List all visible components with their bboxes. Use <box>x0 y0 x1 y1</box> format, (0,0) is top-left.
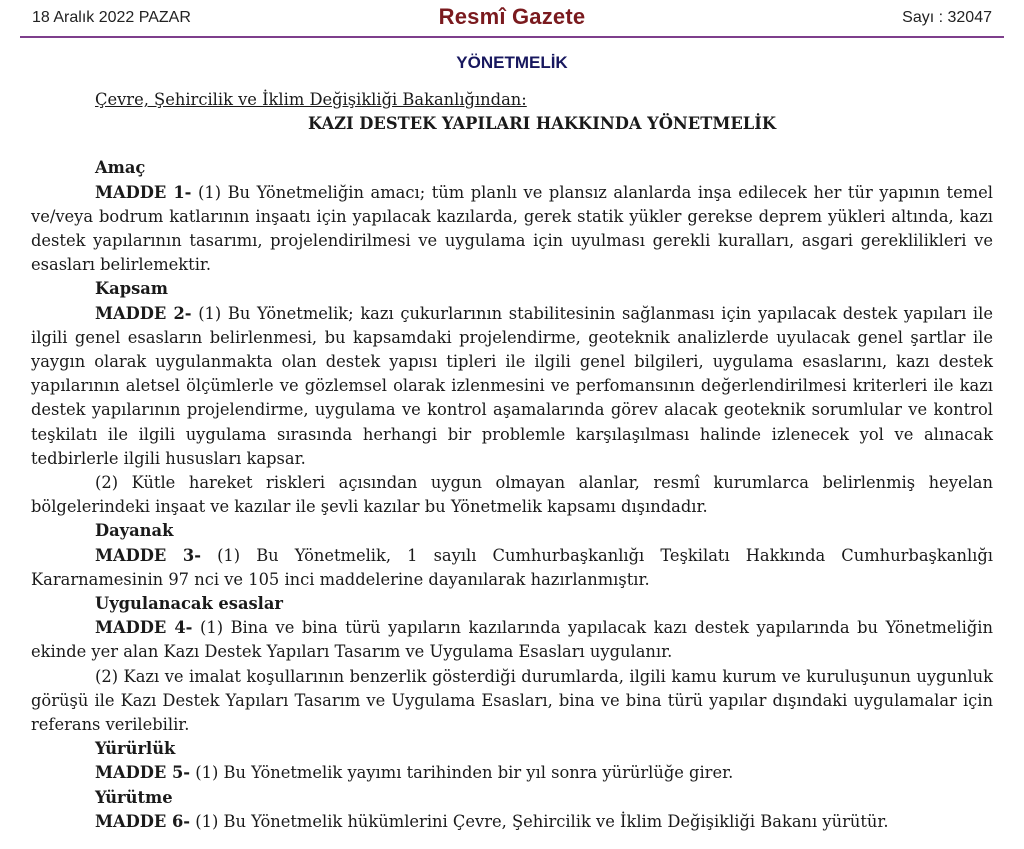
regulation-document <box>31 88 993 834</box>
article-paragraph <box>31 810 993 834</box>
paragraph-text: (1) Bu Yönetmelik, 1 sayılı Cumhurbaşkanlığı Teşkilatı Hakkında Cumhurbaşkanlığı Kararnamesinin 97 nci ve 105 inci maddelerine dayanılarak hazırlanmıştır. <box>31 545 993 589</box>
article-paragraph <box>31 665 993 738</box>
article-heading: Dayanak <box>95 521 174 541</box>
issue-number: Sayı : 32047 <box>902 9 992 26</box>
article-paragraph <box>31 181 993 278</box>
section-label: YÖNETMELİK <box>456 53 568 72</box>
regulation-title: KAZI DESTEK YAPILARI HAKKINDA YÖNETMELİK <box>308 114 776 134</box>
issuing-ministry: Çevre, Şehircilik ve İklim Değişikliği Bakanlığından: <box>95 90 527 109</box>
paragraph-text: (1) Bina ve bina türü yapıların kazılarında yapılacak kazı destek yapılarında bu Yönetmeliğin ekinde yer alan Kazı Destek Yapıları Tasarım ve Uygulama Esasları uygulanır. <box>31 618 993 662</box>
paragraph-text: (1) Bu Yönetmelik hükümlerini Çevre, Şehircilik ve İklim Değişikliği Bakanı yürütür. <box>195 811 889 831</box>
article-paragraph <box>31 302 993 471</box>
article-number: MADDE 1- <box>95 182 192 202</box>
article-heading: Yürütme <box>95 787 173 807</box>
article-number: MADDE 5- <box>95 763 191 783</box>
gazette-title: Resmî Gazete <box>438 4 586 29</box>
paragraph-text: (2) Kütle hareket riskleri açısından uygun olmayan alanlar, resmî kurumlarca belirlenmiş heyelan bölgelerindeki inşaat ve kazılar ile şevli kazılar bu Yönetmelik kapsamı dışındadır. <box>31 473 993 517</box>
article-heading: Kapsam <box>95 279 169 299</box>
paragraph-text: (2) Kazı ve imalat koşullarının benzerlik gösterdiği durumlarda, ilgili kamu kurum ve kuruluşunun uygunluk görüşü ile Kazı Destek Yapıları Tasarım ve Uygulama Esasları, bina ve bina türü yapılar dışındaki uygulamalar için referans verilebilir. <box>31 666 993 735</box>
article-number: MADDE 4- <box>95 618 193 638</box>
header-divider <box>20 36 1004 38</box>
article-number: MADDE 3- <box>95 545 201 565</box>
article-number: MADDE 6- <box>95 811 191 831</box>
article-heading: Amaç <box>95 158 146 178</box>
paragraph-text: (1) Bu Yönetmelik; kazı çukurlarının stabilitesinin sağlanması için yapılacak destek yapıları ile ilgili genel esasların belirlenmesi, bu kapsamdaki projelendirme, geoteknik analizlerde uyulacak genel şartlar ile yaygın olarak uygulanmakta olan destek yapısı tipleri ile ilgili genel bilgileri, uygulama esaslarını, kazı destek yapılarının aletsel ölçümlerle ve gözlemsel olarak izlenmesini ve perfomansının değerlendirilmesi kriterleri ile kazı destek yapılarının projelendirme, uygulama ve kontrol aşamalarında görev alacak geoteknik sorumlular ve kontrol teşkilatı ile ilgili uygulama sırasında herhangi bir problemle karşılaşılması halinde izlenecek yol ve alınacak tedbirlerle ilgili hususları kapsar. <box>31 303 993 468</box>
article-heading: Yürürlük <box>95 739 176 759</box>
paragraph-text: (1) Bu Yönetmeliğin amacı; tüm planlı ve plansız alanlarda inşa edilecek her tür yapının temel ve/veya bodrum katlarının inşaatı için yapılacak kazılarda, gerek statik yükler gerekse deprem yükleri altında, kazı destek yapılarının tasarımı, projelendirilmesi ve uygulama için uyulması gerekli kuralları, asgari gereklilikleri ve esasları belirlemektir. <box>31 182 993 275</box>
article-paragraph <box>31 544 993 592</box>
issue-date: 18 Aralık 2022 PAZAR <box>32 9 191 26</box>
article-paragraph <box>31 761 993 785</box>
article-paragraph <box>31 616 993 664</box>
article-number: MADDE 2- <box>95 303 192 323</box>
paragraph-text: (1) Bu Yönetmelik yayımı tarihinden bir yıl sonra yürürlüğe girer. <box>195 763 734 783</box>
article-paragraph <box>31 471 993 519</box>
article-heading: Uygulanacak esaslar <box>95 594 283 614</box>
gazette-header <box>0 0 1024 38</box>
